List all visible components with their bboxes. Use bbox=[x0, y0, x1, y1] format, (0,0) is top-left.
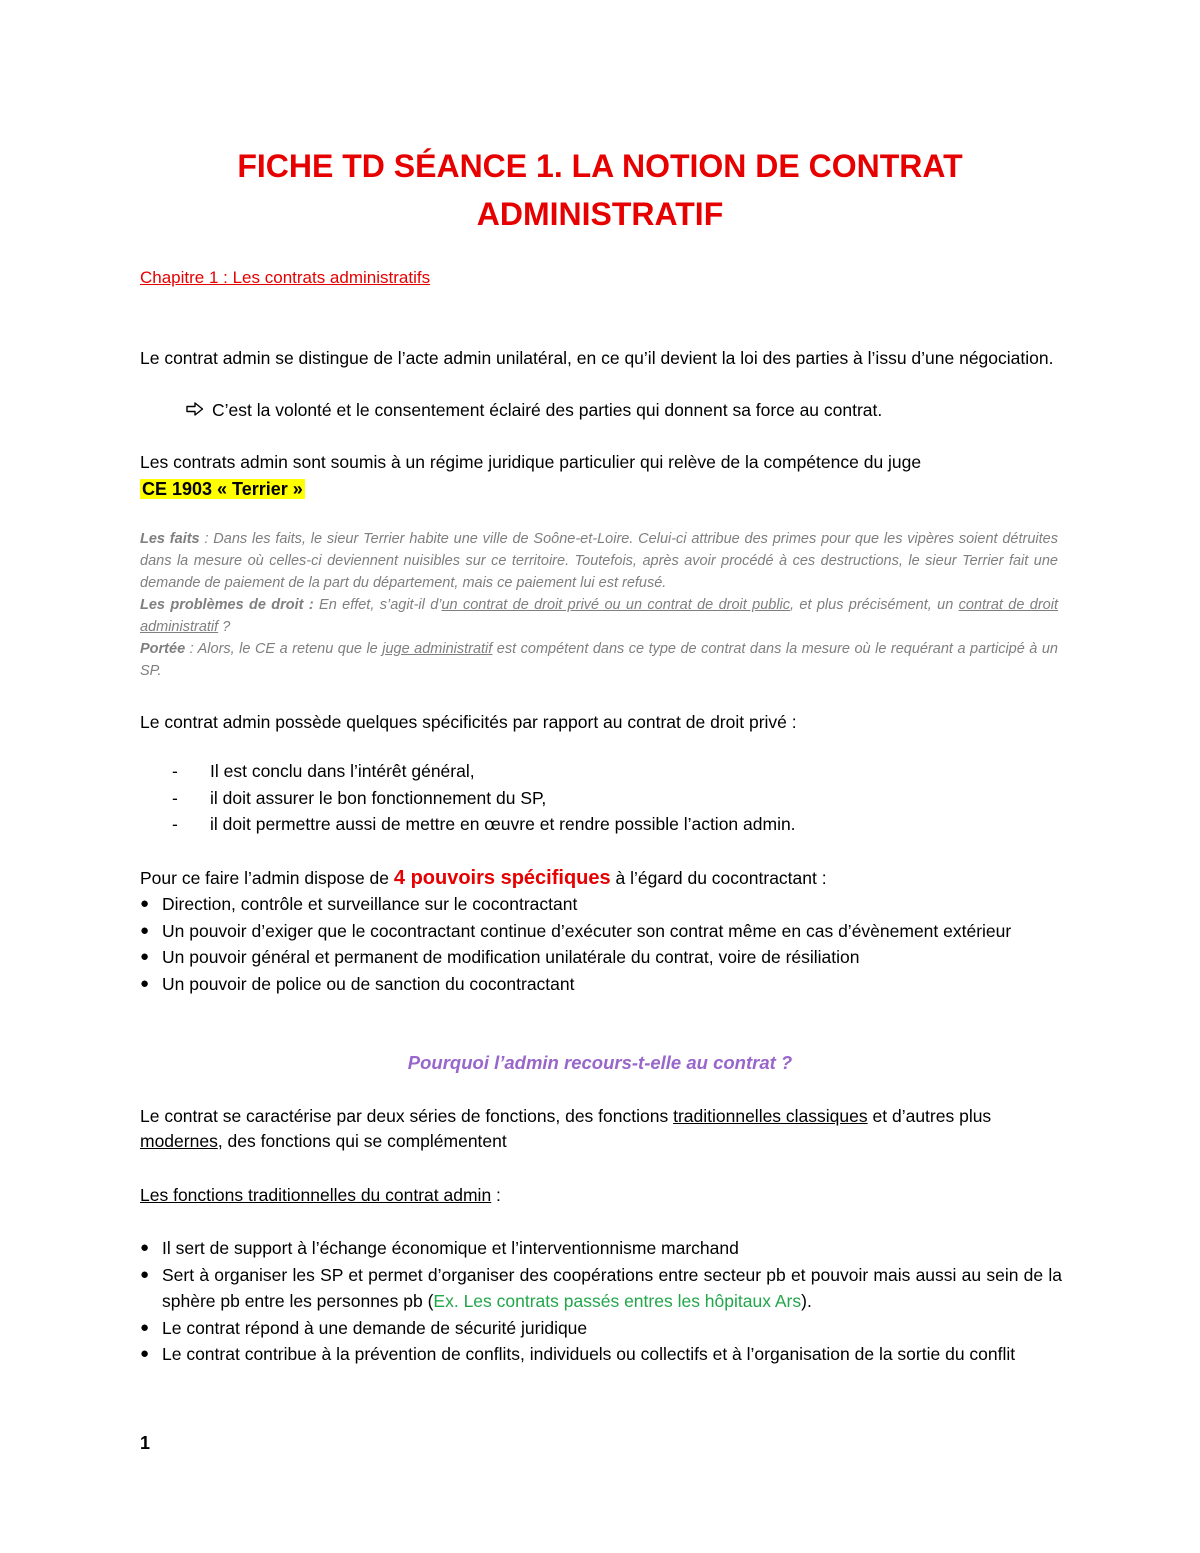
case-summary bbox=[140, 528, 1058, 682]
fonctions-underlined-2: modernes bbox=[140, 1131, 218, 1151]
bullet-dot-icon: ● bbox=[140, 921, 150, 939]
example-text: Ex. Les contrats passés entres les hôpitaux Ars bbox=[433, 1291, 802, 1311]
list-item-text: Un pouvoir général et permanent de modification unilatérale du contrat, voire de résiliation bbox=[162, 947, 860, 967]
dash-bullet: - bbox=[172, 761, 178, 781]
arrow-point-text: C’est la volonté et le consentement éclairé des parties qui donnent sa force au contrat. bbox=[212, 400, 883, 420]
faits-label: Les faits bbox=[140, 531, 200, 547]
pouvoirs-text-1: Pour ce faire l’admin dispose de bbox=[140, 868, 394, 888]
fonctions-text-3: , des fonctions qui se complémentent bbox=[217, 1131, 507, 1151]
portee-underlined: juge administratif bbox=[382, 641, 493, 657]
right-arrow-icon bbox=[186, 398, 212, 423]
list-item-text: il doit permettre aussi de mettre en œuvre et rendre possible l’action admin. bbox=[210, 814, 796, 834]
bullet-dot-icon: ● bbox=[140, 1345, 150, 1362]
list-item bbox=[140, 918, 1062, 945]
bullet-dot-icon: ● bbox=[140, 1265, 150, 1283]
probleme-underlined-2: contrat de droit administratif bbox=[140, 597, 1058, 635]
probleme-text-2: , et plus précisément, un bbox=[790, 597, 959, 613]
traditionnelles-heading-text: Les fonctions traditionnelles du contrat admin bbox=[140, 1185, 492, 1205]
list-item-text: Sert à organiser les SP et permet d’organiser des coopérations entre secteur pb et pouvoir mais aussi au sein de la sphère pb entre les personnes pb ( bbox=[162, 1264, 1062, 1311]
list-item-text: Le contrat contribue à la prévention de conflits, individuels ou collectifs et à l’organisation de la sortie du conflit bbox=[162, 1344, 1016, 1364]
intro-paragraph: Le contrat admin se distingue de l’acte admin unilatéral, en ce qu’il devient la loi des parties à l’issu d’une négociation. bbox=[140, 348, 1054, 368]
portee-label: Portée bbox=[140, 641, 186, 657]
list-item-text-end: ). bbox=[801, 1291, 812, 1311]
dash-bullet: - bbox=[172, 787, 178, 808]
document-title-line-2: ADMINISTRATIF bbox=[476, 196, 724, 232]
dash-bullet: - bbox=[172, 814, 178, 834]
section-subtitle: Pourquoi l’admin recours-t-elle au contrat ? bbox=[407, 1052, 793, 1073]
case-reference-highlight: CE 1903 « Terrier » bbox=[142, 479, 303, 499]
case-portee bbox=[140, 638, 1058, 682]
fonctions-text-1: Le contrat se caractérise par deux séries de fonctions, des fonctions bbox=[140, 1106, 674, 1126]
list-item bbox=[140, 891, 1062, 918]
specificites-list bbox=[172, 758, 1052, 838]
pouvoirs-highlight: 4 pouvoirs spécifiques bbox=[393, 867, 611, 889]
case-reference bbox=[140, 476, 305, 502]
probleme-text-3: ? bbox=[218, 619, 231, 635]
traditionnelles-heading-suffix: : bbox=[491, 1185, 501, 1205]
list-item bbox=[140, 1235, 1062, 1262]
bullet-dot-icon: ● bbox=[140, 895, 150, 912]
fonctions-text-2: et d’autres plus bbox=[867, 1106, 992, 1126]
list-item-text: Il sert de support à l’échange économique et l’interventionnisme marchand bbox=[162, 1238, 739, 1258]
list-item-text: Le contrat répond à une demande de sécurité juridique bbox=[162, 1317, 588, 1338]
faits-text: : Dans les faits, le sieur Terrier habite une ville de Soône-et-Loire. Celui-ci attribue des primes pour que les vipères soient détruites dans la mesure où celles-ci deviennent nuisibles sur ce territoire. Toutefois, après avoir procédé à ces destructions, le sieur Terrier fait une demande de paiement de la part du département, mais ce paiement lui est refusé. bbox=[140, 531, 1058, 591]
list-item bbox=[140, 971, 1062, 998]
bullet-dot-icon: ● bbox=[140, 1239, 150, 1256]
probleme-underlined-1: un contrat de droit privé ou un contrat de droit public bbox=[441, 597, 791, 613]
probleme-text-1: En effet, s’agit-il d’ bbox=[313, 597, 442, 613]
arrow-point bbox=[186, 398, 1066, 423]
list-item bbox=[172, 811, 1052, 838]
fonctions-underlined-1: traditionnelles classiques bbox=[673, 1106, 868, 1126]
fonctions-paragraph bbox=[140, 1104, 1060, 1154]
document-title-line-1: FICHE TD SÉANCE 1. LA NOTION DE CONTRAT bbox=[237, 148, 963, 184]
list-item bbox=[140, 944, 1062, 971]
case-probleme bbox=[140, 594, 1058, 638]
bullet-dot-icon: ● bbox=[140, 1318, 150, 1336]
specificites-intro: Le contrat admin possède quelques spécificités par rapport au contrat de droit privé : bbox=[140, 712, 797, 732]
list-item-text: Un pouvoir d’exiger que le cocontractant continue d’exécuter son contrat même en cas d’évènement extérieur bbox=[162, 920, 1012, 941]
traditionnelles-heading bbox=[140, 1183, 1060, 1208]
list-item bbox=[140, 1341, 1062, 1368]
list-item-text: Un pouvoir de police ou de sanction du cocontractant bbox=[162, 973, 575, 994]
pouvoirs-intro bbox=[140, 866, 1060, 891]
chapter-heading: Chapitre 1 : Les contrats administratifs bbox=[140, 268, 431, 287]
list-item-text: il doit assurer le bon fonctionnement du SP, bbox=[210, 787, 547, 808]
bullet-dot-icon: ● bbox=[140, 948, 150, 965]
bullet-dot-icon: ● bbox=[140, 974, 150, 992]
regime-paragraph: Les contrats admin sont soumis à un régime juridique particulier qui relève de la compétence du juge bbox=[140, 452, 922, 472]
case-faits bbox=[140, 528, 1058, 594]
list-item-text: Direction, contrôle et surveillance sur le cocontractant bbox=[162, 894, 578, 914]
list-item bbox=[172, 758, 1052, 785]
probleme-label: Les problèmes de droit : bbox=[140, 597, 314, 613]
pouvoirs-text-2: à l’égard du cocontractant : bbox=[610, 868, 827, 888]
traditionnelles-list bbox=[140, 1235, 1062, 1368]
list-item bbox=[140, 1262, 1062, 1315]
portee-text-1: : Alors, le CE a retenu que le bbox=[185, 641, 383, 657]
list-item bbox=[140, 1315, 1062, 1342]
list-item-text: Il est conclu dans l’intérêt général, bbox=[210, 761, 475, 781]
list-item bbox=[172, 785, 1052, 812]
portee-text-2: est compétent dans ce type de contrat dans la mesure où le requérant a participé à un SP. bbox=[140, 641, 1058, 679]
pouvoirs-list bbox=[140, 891, 1062, 997]
page-number: 1 bbox=[140, 1433, 151, 1453]
